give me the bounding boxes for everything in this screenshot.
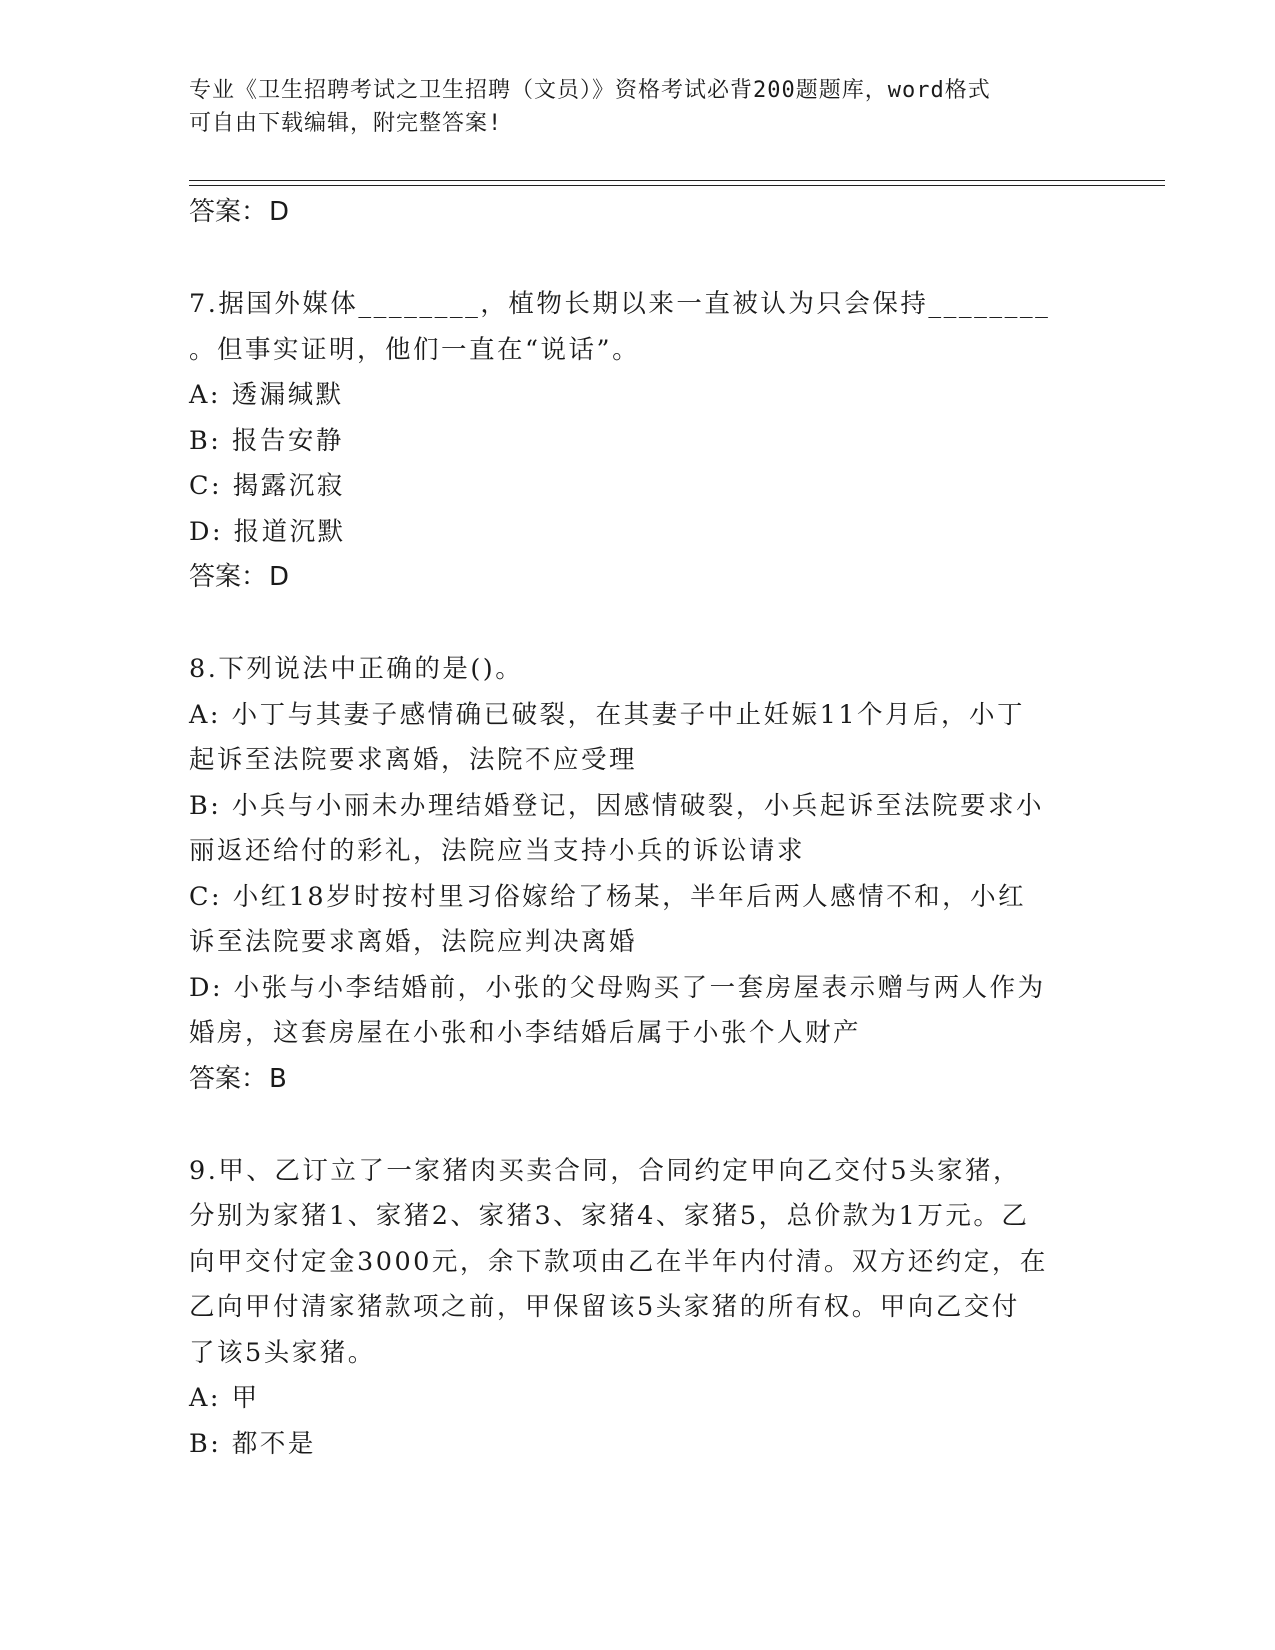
question-9 bbox=[189, 1149, 1089, 1468]
header-divider-top bbox=[189, 180, 1165, 181]
question-8-option-b-line-2: 丽返还给付的彩礼，法院应当支持小兵的诉讼请求 bbox=[189, 836, 806, 866]
question-8 bbox=[189, 647, 1089, 1101]
question-8-option-d-line-1: D: 小张与小李结婚前，小张的父母购买了一套房屋表示赠与两人作为 bbox=[189, 972, 1046, 1003]
question-9-line-5: 了该5头家猪。 bbox=[189, 1337, 376, 1368]
question-8-option-d-line-2: 婚房，这套房屋在小张和小李结婚后属于小张个人财产 bbox=[189, 1018, 862, 1048]
question-8-answer bbox=[189, 1057, 1089, 1101]
header-divider-bottom bbox=[189, 185, 1165, 186]
question-8-option-a-line-1: A: 小丁与其妻子感情确已破裂，在其妻子中止妊娠11个月后，小丁 bbox=[189, 699, 1026, 730]
answer-label: 答案： bbox=[189, 1063, 268, 1094]
answer-value: D bbox=[269, 197, 290, 227]
question-8-option-b-line-1: B: 小兵与小丽未办理结婚登记，因感情破裂，小兵起诉至法院要求小 bbox=[189, 790, 1044, 821]
question-7 bbox=[189, 282, 1089, 599]
question-8-option-c-line-2: 诉至法院要求离婚，法院应判决离婚 bbox=[189, 927, 638, 957]
answer-label: 答案： bbox=[189, 197, 268, 227]
answer-label: 答案： bbox=[189, 562, 268, 592]
question-9-line-3: 向甲交付定金3000元，余下款项由乙在半年内付清。双方还约定，在 bbox=[189, 1246, 1048, 1277]
header-line-2: 可自由下载编辑，附完整答案! bbox=[189, 111, 503, 136]
question-9-option-b: B: 都不是 bbox=[189, 1428, 316, 1459]
question-7-line-1: 7.据国外媒体________，植物长期以来一直被认为只会保持________ bbox=[189, 289, 1051, 319]
question-7-line-2: 。但事实证明，他们一直在“说话”。 bbox=[189, 334, 641, 365]
question-9-option-a: A: 甲 bbox=[189, 1383, 260, 1413]
question-7-answer bbox=[189, 555, 1089, 599]
question-7-option-d: D: 报道沉默 bbox=[189, 516, 346, 547]
question-7-option-b: B: 报告安静 bbox=[189, 425, 344, 456]
question-9-line-1: 9.甲、乙订立了一家猪肉买卖合同，合同约定甲向乙交付5头家猪， bbox=[189, 1155, 1022, 1186]
answer-value: D bbox=[269, 562, 290, 592]
question-7-option-c: C: 揭露沉寂 bbox=[189, 471, 345, 501]
answer-value: B bbox=[269, 1063, 287, 1094]
document-body bbox=[189, 190, 1089, 1467]
question-8-option-c-line-1: C: 小红18岁时按村里习俗嫁给了杨某，半年后两人感情不和，小红 bbox=[189, 881, 1027, 912]
header-line-1: 专业《卫生招聘考试之卫生招聘（文员）》资格考试必背200题题库，word格式 bbox=[189, 78, 991, 103]
previous-answer bbox=[189, 190, 1089, 234]
question-8-line-1: 8.下列说法中正确的是()。 bbox=[189, 654, 524, 684]
document-header bbox=[189, 74, 1089, 140]
question-9-line-2: 分别为家猪1、家猪2、家猪3、家猪4、家猪5，总价款为1万元。乙 bbox=[189, 1201, 1030, 1231]
question-8-option-a-line-2: 起诉至法院要求离婚，法院不应受理 bbox=[189, 745, 638, 775]
question-9-line-4: 乙向甲付清家猪款项之前，甲保留该5头家猪的所有权。甲向乙交付 bbox=[189, 1292, 1020, 1322]
question-7-option-a: A: 透漏缄默 bbox=[189, 380, 344, 410]
